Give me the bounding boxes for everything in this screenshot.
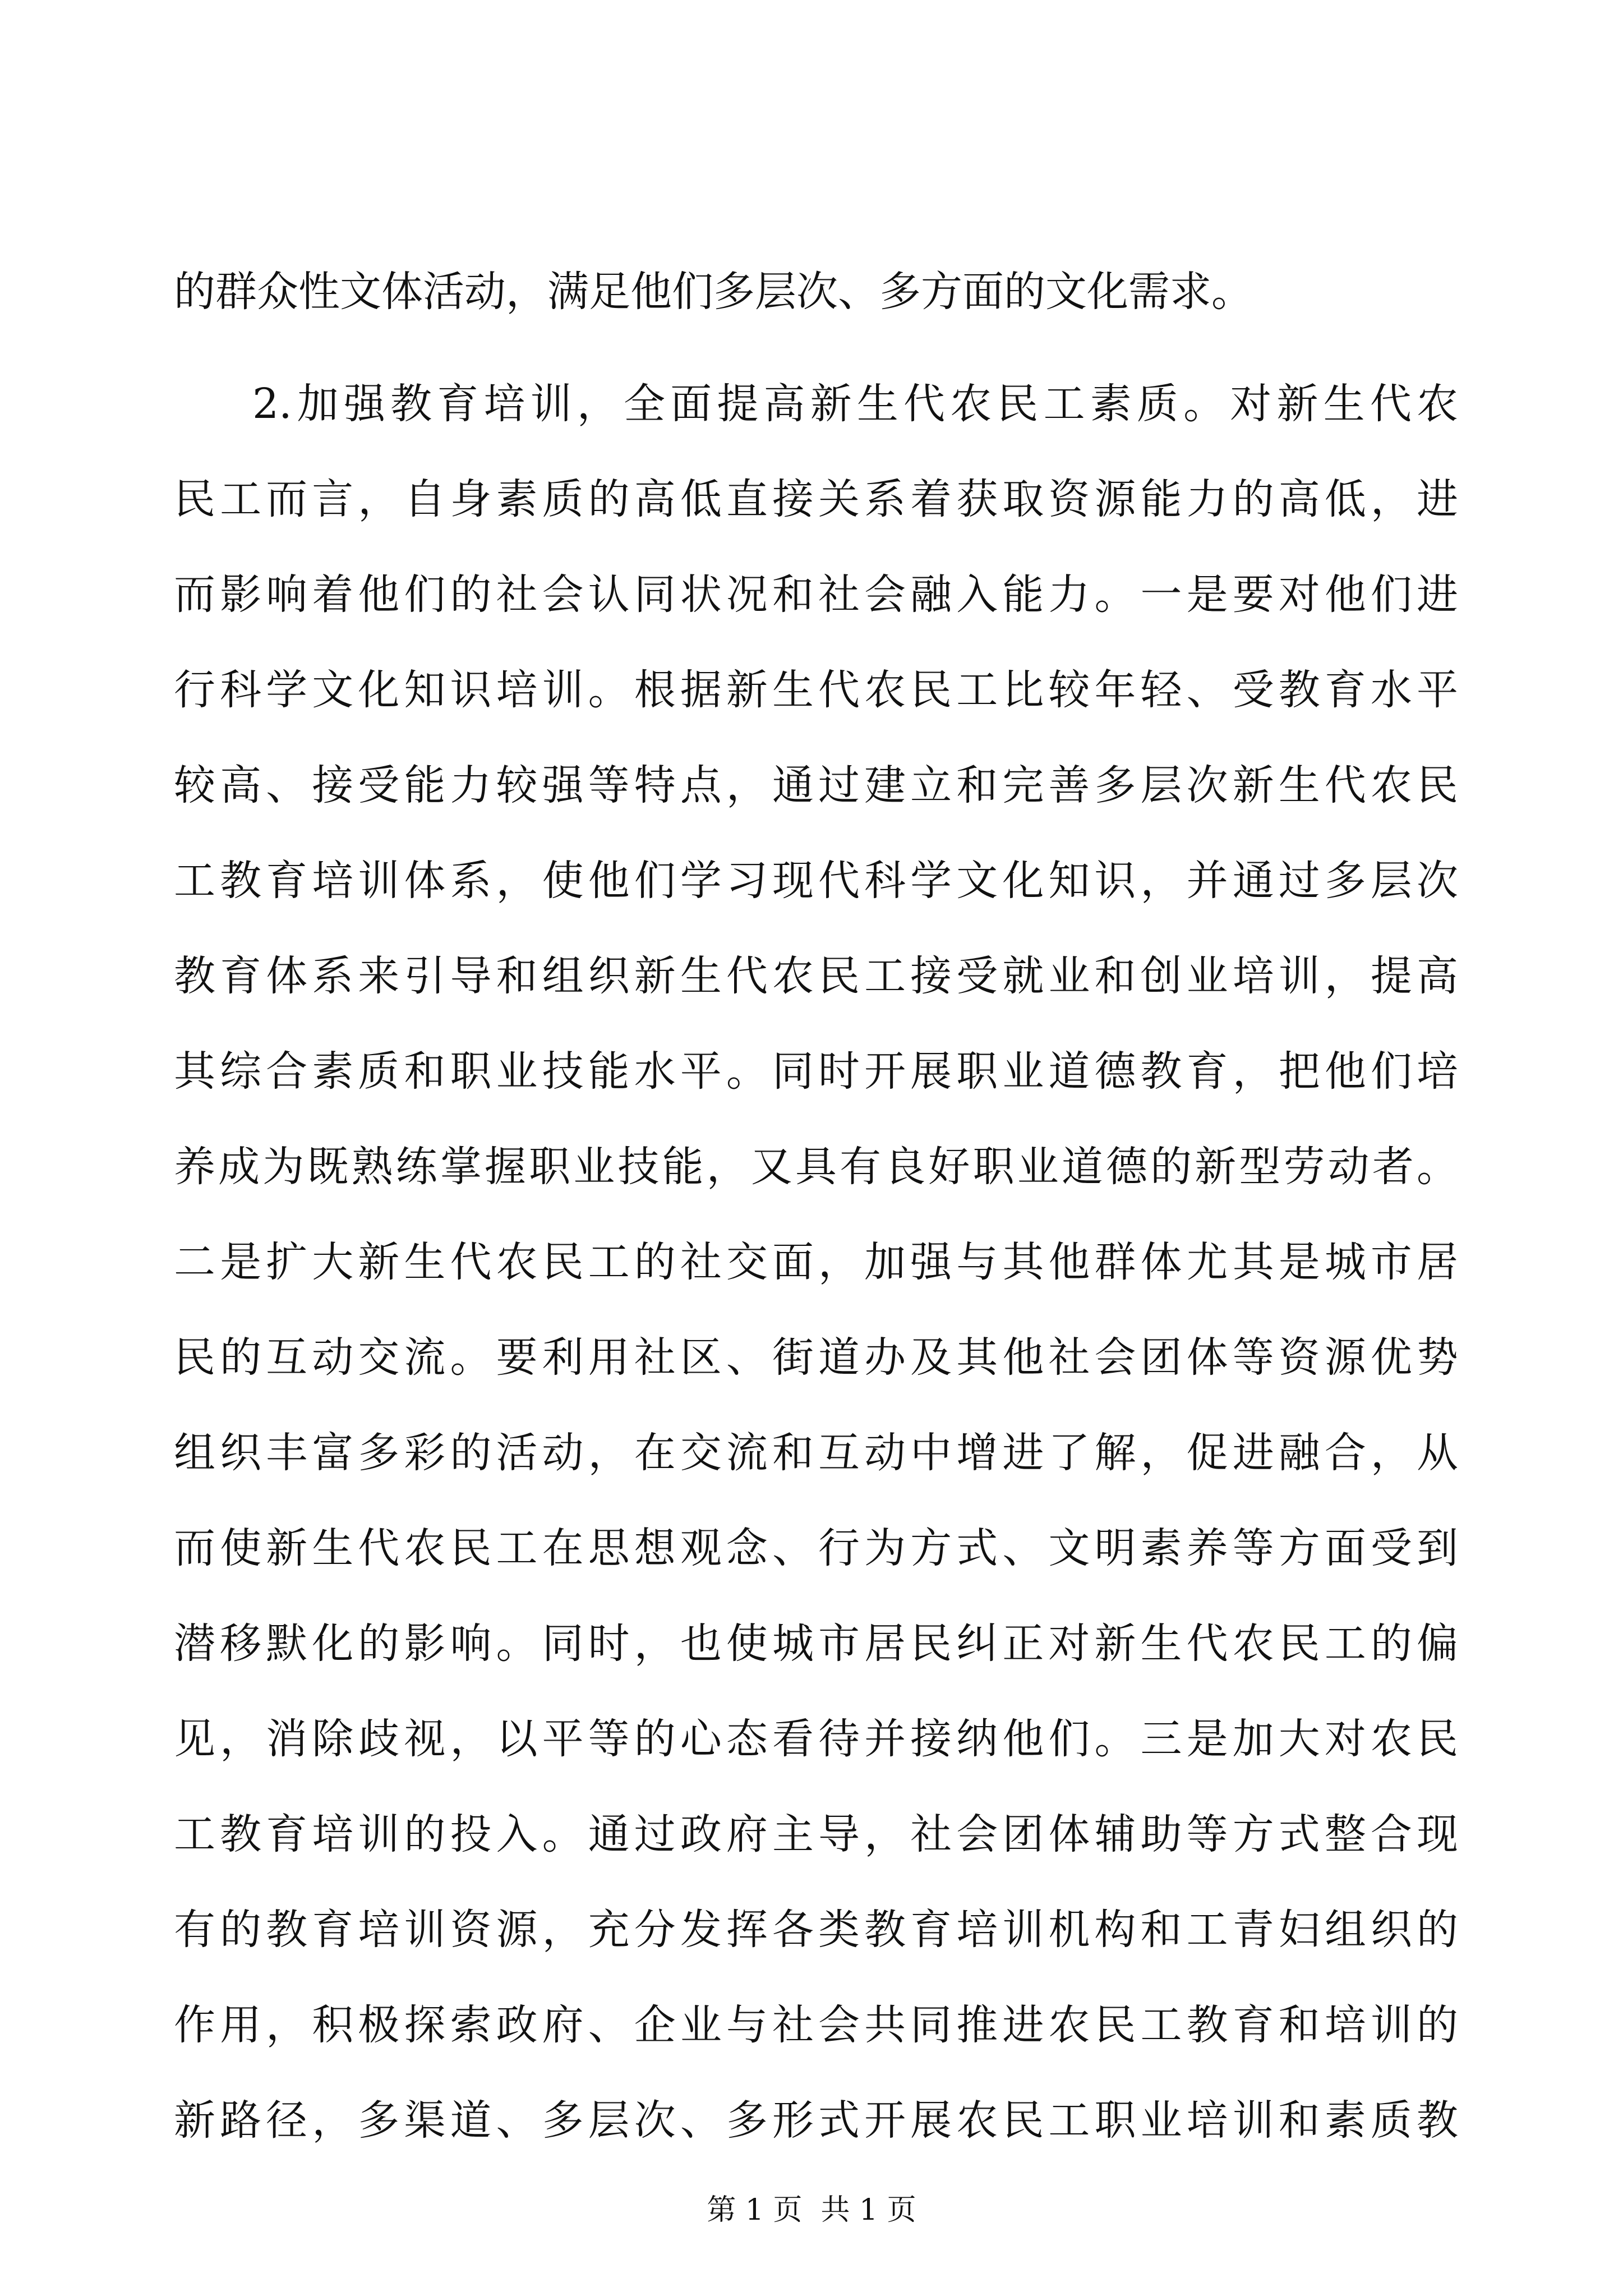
text-line-16: 见，消除歧视，以平等的心态看待并接纳他们。三是加大对农民 bbox=[174, 1715, 1458, 1763]
text-line-11: 二是扩大新生代农民工的社交面，加强与其他群体尤其是城市居 bbox=[174, 1238, 1458, 1286]
text-line-1: 的群众性文体活动，满足他们多层次、多方面的文化需求。 bbox=[174, 268, 1253, 316]
text-line-6: 较高、接受能力较强等特点，通过建立和完善多层次新生代农民 bbox=[174, 761, 1458, 809]
text-line-4: 而影响着他们的社会认同状况和社会融入能力。一是要对他们进 bbox=[174, 570, 1458, 619]
text-line-19: 作用，积极探索政府、企业与社会共同推进农民工教育和培训的 bbox=[174, 2001, 1458, 2049]
text-line-12: 民的互动交流。要利用社区、街道办及其他社会团体等资源优势 bbox=[174, 1333, 1458, 1382]
text-line-2: 2.加强教育培训，全面提高新生代农民工素质。对新生代农 bbox=[252, 380, 1458, 428]
text-line-14: 而使新生代农民工在思想观念、行为方式、文明素养等方面受到 bbox=[174, 1524, 1458, 1572]
text-line-10: 养成为既熟练掌握职业技能，又具有良好职业道德的新型劳动者。 bbox=[174, 1143, 1458, 1191]
text-line-5: 行科学文化知识培训。根据新生代农民工比较年轻、受教育水平 bbox=[174, 666, 1458, 714]
text-line-3: 民工而言，自身素质的高低直接关系着获取资源能力的高低，进 bbox=[174, 475, 1458, 523]
text-line-13: 组织丰富多彩的活动，在交流和互动中增进了解，促进融合，从 bbox=[174, 1429, 1458, 1477]
text-line-9: 其综合素质和职业技能水平。同时开展职业道德教育，把他们培 bbox=[174, 1047, 1458, 1096]
text-line-17: 工教育培训的投入。通过政府主导，社会团体辅助等方式整合现 bbox=[174, 1810, 1458, 1858]
page-footer: 第 1 页 共 1 页 bbox=[707, 2193, 916, 2227]
text-line-15: 潜移默化的影响。同时，也使城市居民纠正对新生代农民工的偏 bbox=[174, 1619, 1458, 1668]
text-line-8: 教育体系来引导和组织新生代农民工接受就业和创业培训，提高 bbox=[174, 952, 1458, 1000]
text-line-18: 有的教育培训资源，充分发挥各类教育培训机构和工青妇组织的 bbox=[174, 1906, 1458, 1954]
text-line-20: 新路径，多渠道、多层次、多形式开展农民工职业培训和素质教 bbox=[174, 2096, 1458, 2145]
text-line-7: 工教育培训体系，使他们学习现代科学文化知识，并通过多层次 bbox=[174, 857, 1458, 905]
